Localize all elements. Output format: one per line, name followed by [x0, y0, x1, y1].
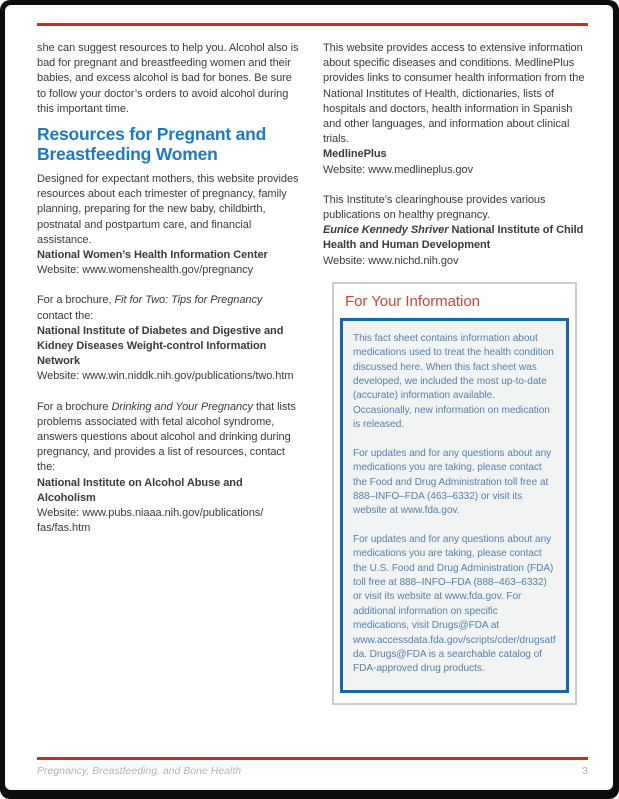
- organization-name: National Institute of Diabetes and Digestive and Kidney Diseases Weight-control Information Network: [37, 324, 284, 368]
- resource-description: This Institute’s clearinghouse provides various publications on healthy pregnancy.: [323, 193, 546, 222]
- resource-description: [37, 293, 299, 323]
- page-number: 3: [582, 765, 588, 777]
- right-column: [323, 41, 593, 705]
- organization-name: National Women’s Health Information Center: [37, 249, 268, 262]
- website-line: Website: www.pubs.niaaa.nih.gov/publications/: [37, 507, 264, 520]
- info-box: [332, 282, 577, 705]
- brochure-title: Drinking and Your Pregnancy: [111, 400, 253, 413]
- footer-document-title: Pregnancy, Breastfeeding, and Bone Health: [37, 765, 242, 777]
- organization-name: National Institute on Alcohol Abuse and Alcoholism: [37, 476, 243, 504]
- resource-description: This website provides access to extensive information about specific diseases and conditions. MedlinePlus provides links to consumer health information from the National Institutes of Health, dictionaries, lists of hospitals and doctors, health information in Spanish and other languages, and information about clinical trials.: [323, 42, 585, 146]
- info-box-paragraph: This fact sheet contains information about medications used to treat the health condition discussed here. When this fact sheet was developed, we included the most up-to-date (accurate) information available. Occasionally, new information on medication is released.: [353, 332, 554, 431]
- organization-name-italic: Eunice Kennedy Shriver: [323, 224, 449, 237]
- section-heading: Resources for Pregnant and Breastfeeding Women: [37, 124, 267, 165]
- description-text: For a brochure,: [37, 294, 115, 307]
- description-text: that lists problems associated with fetal alcohol syndrome, answers questions about alcohol and drinking during pregnancy, and provides a list of resources, contact the:: [37, 400, 296, 474]
- resource-block-whic: [37, 172, 299, 278]
- website-line: Website: www.womenshealth.gov/pregnancy: [37, 264, 254, 277]
- resource-block-niddk: [37, 293, 299, 384]
- intro-paragraph: she can suggest resources to help you. Alcohol also is bad for pregnant and breastfeeding women and their babies, and excess alcohol is bad for bones. Be sure to follow your doctor’s orders to avoid alcohol during this important time.: [37, 42, 299, 115]
- brochure-title: Fit for Two: Tips for Pregnancy: [114, 294, 263, 307]
- website-line: Website: www.win.niddk.nih.gov/publications/two.htm: [37, 370, 294, 383]
- footer: [37, 765, 588, 777]
- info-box-title: For Your Information: [345, 292, 480, 310]
- organization-name: MedlinePlus: [323, 148, 387, 161]
- website-line: Website: www.medlineplus.gov: [323, 163, 474, 176]
- description-text: contact the:: [37, 309, 94, 322]
- website-line: Website: www.nichd.nih.gov: [323, 254, 459, 267]
- page-content: [37, 41, 593, 705]
- website-line: fas/fas.htm: [37, 522, 91, 535]
- footer-rule: [37, 757, 588, 760]
- resource-block-medlineplus: [323, 41, 593, 178]
- organization-name: [323, 223, 593, 253]
- left-column: [37, 41, 299, 705]
- resource-description: [37, 400, 299, 476]
- document-page: [5, 5, 613, 790]
- resource-block-niaaa: [37, 400, 299, 537]
- description-text: For a brochure: [37, 400, 112, 413]
- info-box-paragraph: For updates and for any questions about any medications you are taking, please contact the U.S. Food and Drug Administration (FDA) toll free at 888–INFO–FDA (888–463–6332) or visit its website at www.fda.gov. For additional information on specific medications, visit Drugs@FDA at www.accessdata.fda.gov/scripts/cder/drugsatfda. Drugs@FDA is a searchable catalog of FDA-approved drug products.: [353, 533, 556, 675]
- top-rule: [37, 23, 588, 26]
- organization-name-rest: National Institute of Child Health and Human Development: [323, 224, 584, 252]
- info-box-body: [340, 318, 569, 693]
- info-box-paragraph: For updates and for any questions about any medications you are taking, please contact the Food and Drug Administration toll free at 888–INFO–FDA (463–6332) or visit its website at www.fda.gov.: [353, 447, 552, 517]
- resource-description: Designed for expectant mothers, this website provides resources about each trimester of pregnancy, family planning, preparing for the new baby, childbirth, postnatal and postpartum care, and financial assistance.: [37, 173, 299, 246]
- resource-block-nichd: [323, 193, 593, 269]
